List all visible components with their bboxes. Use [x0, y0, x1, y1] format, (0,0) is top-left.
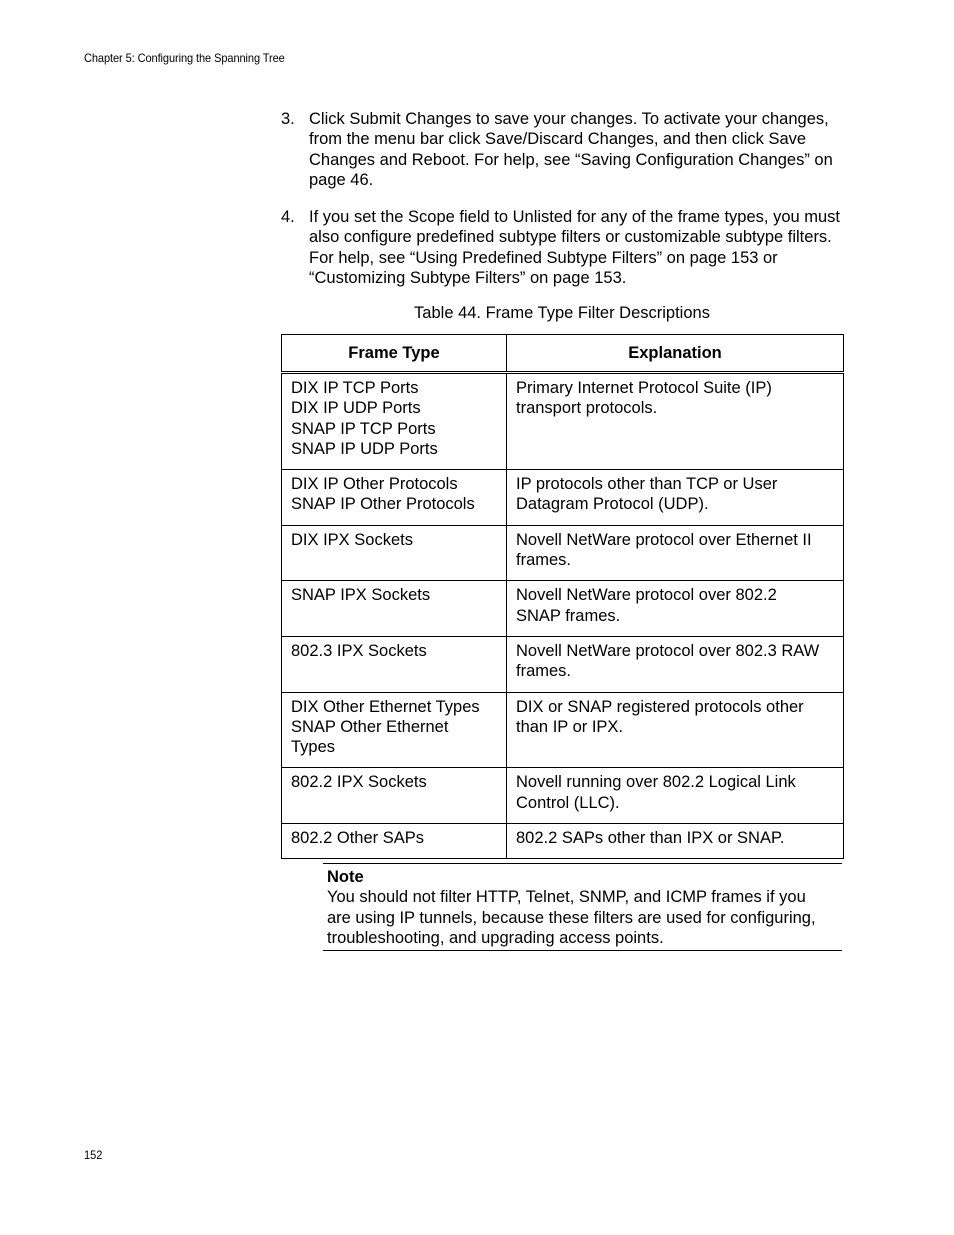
frame-type-line: SNAP IP TCP Ports	[291, 419, 436, 438]
explanation-line: Novell NetWare protocol over Ethernet II	[516, 530, 812, 549]
step-text: Click Submit Changes to save your changes. To activate your changes, from the menu bar click Save/Discard Changes, and then click Save Changes and Reboot. For help, see “Saving Configuration Changes” on page 46.	[309, 110, 833, 189]
note-line: troubleshooting, and upgrading access points.	[327, 928, 664, 947]
explanation-cell	[507, 768, 844, 824]
table-row	[282, 525, 844, 581]
explanation-cell	[507, 824, 844, 859]
frame-type-line: 802.2 Other SAPs	[291, 829, 424, 848]
frame-type-line: DIX IP Other Protocols	[291, 475, 458, 494]
explanation-line: Control (LLC).	[516, 793, 620, 812]
explanation-line: 802.2 SAPs other than IPX or SNAP.	[516, 829, 785, 848]
explanation-cell	[507, 525, 844, 581]
frame-type-line: SNAP Other Ethernet	[291, 717, 449, 736]
explanation-line: Novell NetWare protocol over 802.2	[516, 586, 777, 605]
explanation-line: frames.	[516, 662, 572, 681]
step-3	[281, 109, 843, 190]
page-number: 152	[84, 1148, 103, 1162]
frame-type-line: DIX Other Ethernet Types	[291, 697, 480, 716]
table-row	[282, 373, 844, 470]
frame-type-cell	[282, 525, 507, 581]
frame-type-line: DIX IP UDP Ports	[291, 399, 421, 418]
running-header: Chapter 5: Configuring the Spanning Tree	[84, 51, 285, 65]
frame-type-filter-table	[281, 334, 844, 859]
frame-type-line: Types	[291, 738, 336, 757]
frame-type-line: DIX IPX Sockets	[291, 530, 413, 549]
explanation-cell	[507, 373, 844, 470]
frame-type-cell	[282, 470, 507, 526]
explanation-cell	[507, 470, 844, 526]
frame-type-cell	[282, 636, 507, 692]
explanation-line: frames.	[516, 551, 572, 570]
note-box	[323, 863, 842, 951]
explanation-line: DIX or SNAP registered protocols other	[516, 697, 804, 716]
table-caption: Table 44. Frame Type Filter Descriptions	[414, 304, 710, 322]
note-heading: Note	[327, 868, 364, 886]
explanation-line: than IP or IPX.	[516, 717, 624, 736]
frame-type-line: 802.3 IPX Sockets	[291, 641, 427, 660]
explanation-line: SNAP frames.	[516, 606, 621, 625]
note-line: are using IP tunnels, because these filters are used for configuring,	[327, 908, 816, 927]
explanation-line: transport protocols.	[516, 399, 658, 418]
table-row	[282, 692, 844, 768]
frame-type-cell	[282, 692, 507, 768]
step-text: If you set the Scope field to Unlisted for any of the frame types, you must also configure predefined subtype filters or customizable subtype filters. For help, see “Using Predefined Subtype Filters” on page 153 or “Customizing Subtype Filters” on page 153.	[309, 208, 841, 288]
step-number: 3.	[281, 110, 295, 128]
table-header-row	[282, 335, 844, 373]
frame-type-cell	[282, 581, 507, 637]
explanation-line: Novell running over 802.2 Logical Link	[516, 773, 796, 792]
table-body	[282, 373, 844, 859]
table-row	[282, 824, 844, 859]
explanation-line: IP protocols other than TCP or User	[516, 475, 778, 494]
note-line: You should not filter HTTP, Telnet, SNMP, and ICMP frames if you	[327, 888, 806, 907]
frame-type-cell	[282, 373, 507, 470]
step-4	[281, 207, 843, 288]
frame-type-line: SNAP IP UDP Ports	[291, 439, 438, 458]
frame-type-cell	[282, 824, 507, 859]
table-row	[282, 768, 844, 824]
explanation-cell	[507, 692, 844, 768]
frame-type-cell	[282, 768, 507, 824]
step-number: 4.	[281, 208, 295, 227]
explanation-line: Datagram Protocol (UDP).	[516, 495, 709, 514]
frame-type-line: SNAP IP Other Protocols	[291, 495, 475, 514]
table-row	[282, 636, 844, 692]
explanation-line: Novell NetWare protocol over 802.3 RAW	[516, 641, 820, 660]
header-frame-type: Frame Type	[282, 335, 507, 373]
explanation-line: Primary Internet Protocol Suite (IP)	[516, 379, 772, 397]
frame-type-line: 802.2 IPX Sockets	[291, 773, 427, 792]
frame-type-line: DIX IP TCP Ports	[291, 379, 419, 397]
explanation-cell	[507, 636, 844, 692]
table-row	[282, 581, 844, 637]
procedure-steps	[281, 109, 843, 305]
table-row	[282, 470, 844, 526]
frame-type-line: SNAP IPX Sockets	[291, 586, 431, 605]
explanation-cell	[507, 581, 844, 637]
header-explanation: Explanation	[507, 335, 844, 373]
